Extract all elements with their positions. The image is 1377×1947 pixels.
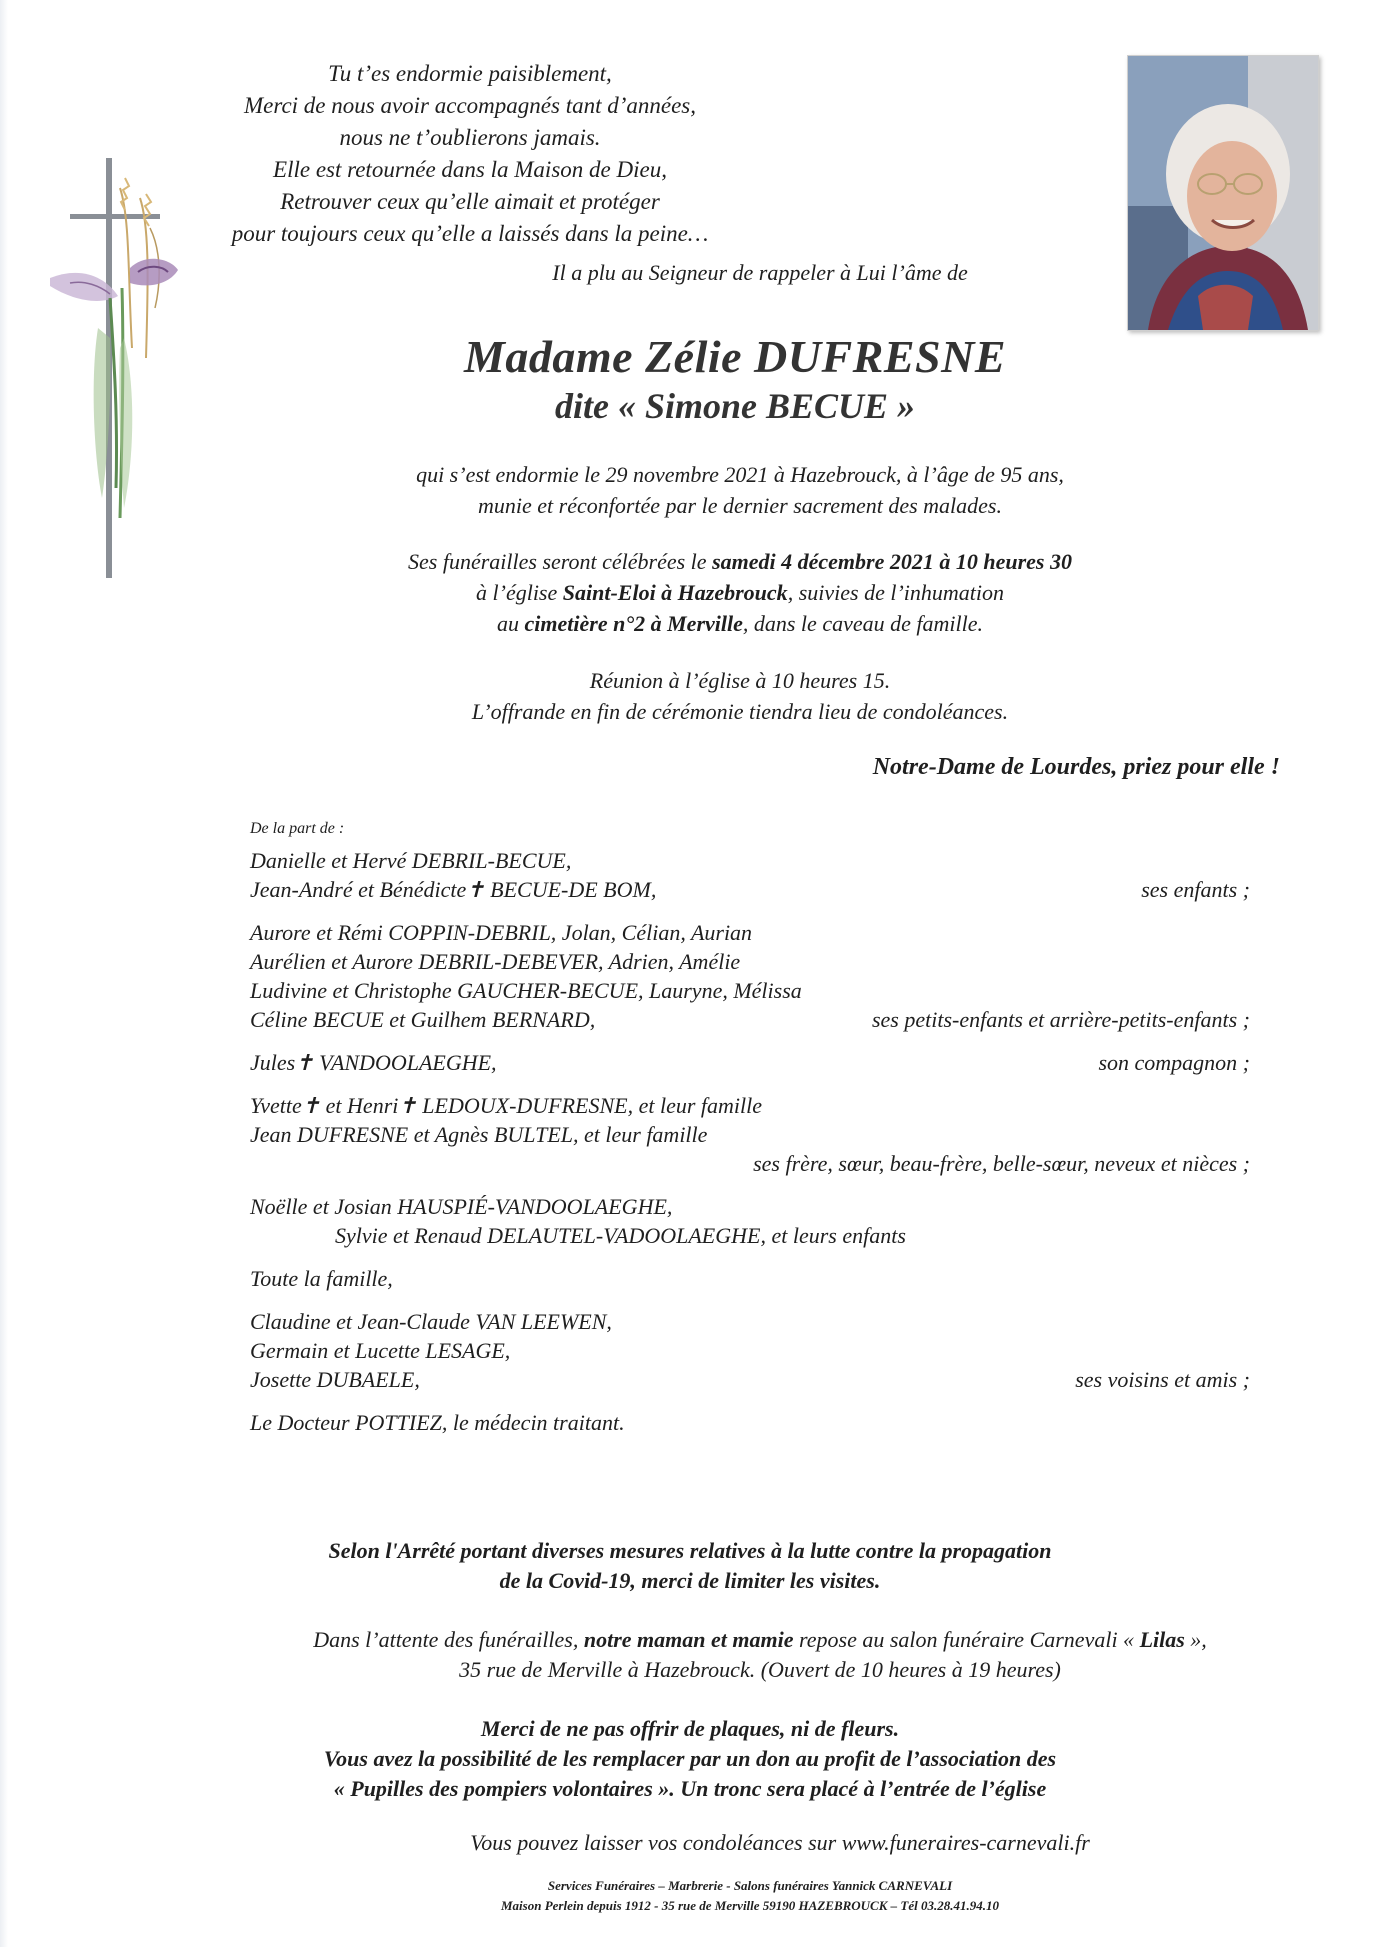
family-row: Aurélien et Aurore DEBRIL-DEBEVER, Adrien, Amélie: [250, 949, 741, 974]
family-role: ses voisins et amis ;: [1075, 1367, 1250, 1392]
family-role: ses frère, sœur, beau-frère, belle-sœur, neveux et nièces ;: [753, 1151, 1250, 1176]
family-row: Aurore et Rémi COPPIN-DEBRIL, Jolan, Célian, Aurian: [250, 920, 753, 945]
covid-line: Selon l'Arrêté portant diverses mesures relatives à la lutte contre la propagation: [328, 1538, 1052, 1563]
page-edge-shade: [0, 0, 8, 1947]
family-row: Danielle et Hervé DEBRIL-BECUE,: [250, 848, 572, 873]
poem-line: Retrouver ceux qu’elle aimait et protéger: [280, 189, 660, 214]
condolences-website: Vous pouvez laisser vos condoléances sur www.funeraires-carnevali.fr: [470, 1830, 1090, 1855]
reunion-line: Réunion à l’église à 10 heures 15.: [589, 668, 891, 693]
poem-line: nous ne t’oublierons jamais.: [339, 125, 601, 150]
cross-lily-ornament: [50, 158, 210, 578]
family-row: Jules✝ VANDOOLAEGHE, son compagnon ;: [250, 1050, 1250, 1075]
footer-line: Services Funéraires – Marbrerie - Salons funéraires Yannick CARNEVALI: [547, 1878, 953, 1893]
footer-line: Maison Perlein depuis 1912 - 35 rue de Merville 59190 HAZEBROUCK – Tél 03.28.41.94.10: [501, 1898, 999, 1913]
family-role: son compagnon ;: [1098, 1050, 1250, 1075]
flowers-line: « Pupilles des pompiers volontaires ». Un tronc sera placé à l’entrée de l’église: [333, 1776, 1047, 1801]
death-notice: [330, 459, 1150, 521]
intro-line: Il a plu au Seigneur de rappeler à Lui l’âme de: [552, 260, 968, 285]
family-row: Sylvie et Renaud DELAUTEL-VADOOLAEGHE, et leurs enfants: [335, 1223, 906, 1248]
deceased-name: Madame Zélie DUFRESNE: [463, 331, 1007, 382]
covid-line: de la Covid-19, merci de limiter les visites.: [499, 1568, 881, 1593]
family-row: Claudine et Jean-Claude VAN LEEWEN,: [250, 1309, 612, 1334]
portrait-photo: [1127, 55, 1319, 331]
salon-notice: [200, 1625, 1320, 1685]
reunion-line: L’offrande en fin de cérémonie tiendra lieu de condoléances.: [471, 699, 1009, 724]
family-row: Céline BECUE et Guilhem BERNARD, ses petits-enfants et arrière-petits-enfants ;: [250, 1007, 1250, 1032]
prayer-line: Notre-Dame de Lourdes, priez pour elle !: [872, 754, 1280, 780]
family-row: Toute la famille,: [250, 1266, 393, 1291]
salon-line: Dans l’attente des funérailles, notre maman et mamie repose au salon funéraire Carnevali « Lilas »,: [313, 1627, 1207, 1652]
family-role: ses enfants ;: [1141, 877, 1250, 902]
salon-line: 35 rue de Merville à Hazebrouck. (Ouvert de 10 heures à 19 heures): [459, 1657, 1061, 1682]
family-row: Jean DUFRESNE et Agnès BULTEL, et leur famille: [250, 1122, 708, 1147]
death-line: munie et réconfortée par le dernier sacrement des malades.: [477, 493, 1002, 518]
family-row: Noëlle et Josian HAUSPIÉ-VANDOOLAEGHE,: [250, 1194, 673, 1219]
death-line: qui s’est endormie le 29 novembre 2021 à Hazebrouck, à l’âge de 95 ans,: [416, 462, 1064, 487]
reunion-notice: [330, 665, 1150, 727]
family-header: De la part de :: [250, 820, 345, 837]
funeral-line: Ses funérailles seront célébrées le samedi 4 décembre 2021 à 10 heures 30: [408, 549, 1072, 574]
poem-line: Elle est retournée dans la Maison de Dieu,: [273, 157, 667, 182]
footer: [380, 1876, 1120, 1916]
family-row: Germain et Lucette LESAGE,: [250, 1338, 511, 1363]
poem-line: Merci de nous avoir accompagnés tant d’années,: [243, 93, 696, 118]
family-row: Josette DUBAELE, ses voisins et amis ;: [250, 1367, 1250, 1392]
family-row: [250, 1151, 1250, 1180]
family-row: Le Docteur POTTIEZ, le médecin traitant.: [250, 1410, 625, 1435]
family-role: ses petits-enfants et arrière-petits-enfants ;: [871, 1007, 1250, 1032]
funeral-line: au cimetière n°2 à Merville, dans le caveau de famille.: [497, 611, 983, 636]
flowers-line: Vous avez la possibilité de les remplacer par un don au profit de l’association des: [323, 1746, 1057, 1771]
funeral-details: [330, 546, 1150, 639]
family-row: Yvette✝ et Henri✝ LEDOUX-DUFRESNE, et leur famille: [250, 1093, 763, 1118]
deceased-alias: dite « Simone BECUE »: [554, 386, 916, 426]
poem-line: pour toujours ceux qu’elle a laissés dans la peine…: [231, 221, 709, 246]
poem-line: Tu t’es endormie paisiblement,: [328, 61, 612, 86]
family-list: [250, 820, 1250, 1439]
flowers-notice: [280, 1714, 1100, 1804]
poem: [210, 58, 730, 250]
covid-notice: [300, 1536, 1080, 1596]
family-row: Jean-André et Bénédicte✝ BECUE-DE BOM, ses enfants ;: [250, 877, 1250, 902]
family-row: Ludivine et Christophe GAUCHER-BECUE, Lauryne, Mélissa: [250, 978, 802, 1003]
funeral-line: à l’église Saint-Eloi à Hazebrouck, suivies de l’inhumation: [476, 580, 1004, 605]
flowers-line: Merci de ne pas offrir de plaques, ni de fleurs.: [480, 1716, 900, 1741]
